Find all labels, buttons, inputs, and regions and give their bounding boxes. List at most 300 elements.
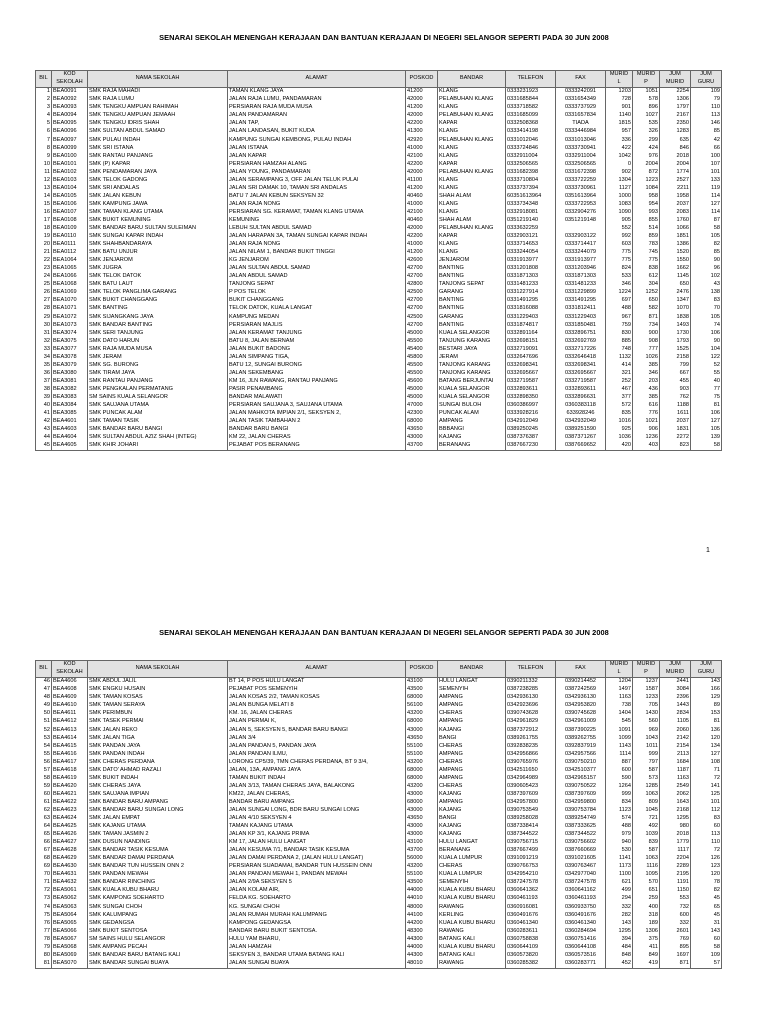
cell-fax: 0331871303 — [556, 273, 606, 281]
cell-alamat: PERSIARAN SUADAMAI, BANDAR TUN HUSSEIN ONN — [228, 863, 406, 871]
cell-jum-guru: 72 — [691, 775, 722, 783]
cell-nama: SMK BANDAR BARU SUNGAI LONG — [88, 807, 228, 815]
cell-murid-l: 484 — [606, 944, 633, 952]
cell-no: 18 — [36, 225, 52, 233]
cell-murid-p: 385 — [633, 394, 660, 402]
cell-kod: BEA3074 — [52, 329, 88, 337]
cell-alamat: JALAN KOSAS 2/2, TAMAN KOSAS — [228, 694, 406, 702]
cell-murid-p: 587 — [633, 847, 660, 855]
cell-alamat: JALAN MAHKOTA IMPIAN 2/1, SEKSYEN 2, — [228, 410, 406, 418]
cell-fax: 0331013046 — [556, 136, 606, 144]
cell-kod: BEA0095 — [52, 120, 88, 128]
cell-fax: 0387390225 — [556, 726, 606, 734]
cell-kod: BEA0101 — [52, 160, 88, 168]
cell-nama: SMK KALUMPANG — [88, 911, 228, 919]
cell-no: 16 — [36, 209, 52, 217]
cell-nama: SMK BANDAR BANTING — [88, 321, 228, 329]
cell-murid-l: 1203 — [606, 88, 633, 97]
cell-kod: BEA0111 — [52, 241, 88, 249]
cell-murid-l: 1036 — [606, 434, 633, 442]
table-row — [36, 128, 722, 136]
cell-kod: BEA4606 — [52, 678, 88, 687]
cell-nama: SMK PUNCAK ALAM — [88, 410, 228, 418]
cell-bandar: GARANG — [438, 289, 506, 297]
cell-bandar: SUNGAI BULOH — [438, 402, 506, 410]
cell-kod: BEA0094 — [52, 112, 88, 120]
cell-fax: 0360284694 — [556, 927, 606, 935]
cell-no: 79 — [36, 944, 52, 952]
cell-fax: 0342959800 — [556, 799, 606, 807]
cell-kod: BEA4624 — [52, 815, 88, 823]
cell-alamat: JALAN PANDAN MEWAH 1, PANDAN MEWAH — [228, 871, 406, 879]
cell-nama: SMK TAMAN KOSAS — [88, 694, 228, 702]
cell-no: 40 — [36, 402, 52, 410]
cell-bandar: RAWANG — [438, 903, 506, 911]
cell-bandar: AMPANG — [438, 750, 506, 758]
table-row — [36, 386, 722, 394]
cell-kod: BEA4613 — [52, 726, 88, 734]
table-row — [36, 112, 722, 120]
cell-poskod: 43000 — [406, 807, 438, 815]
table-row — [36, 887, 722, 895]
cell-jum-murid: 1191 — [660, 879, 691, 887]
cell-alamat: JALAN ABDUL SAMAD — [228, 273, 406, 281]
cell-nama: SMK BUKIT KEMUNING — [88, 217, 228, 225]
cell-jum-murid: 1117 — [660, 847, 691, 855]
table-row — [36, 694, 722, 702]
cell-bandar: KUALA KUBU BHARU — [438, 919, 506, 927]
table-row — [36, 960, 722, 969]
cell-bandar: PELABUHAN KLANG — [438, 225, 506, 233]
cell-murid-p: 259 — [633, 895, 660, 903]
cell-fax: 0342957566 — [556, 750, 606, 758]
cell-murid-l: 940 — [606, 839, 633, 847]
cell-murid-p: 777 — [633, 346, 660, 354]
cell-fax: 0342953820 — [556, 702, 606, 710]
cell-murid-p: 318 — [633, 911, 660, 919]
cell-telefon: 0333928216 — [506, 410, 556, 418]
cell-jum-murid: 903 — [660, 386, 691, 394]
cell-bandar: BERANANG — [438, 847, 506, 855]
cell-fax: 0390750210 — [556, 758, 606, 766]
cell-fax: 0342961009 — [556, 718, 606, 726]
cell-alamat: JALAN DAMAI PERDANA 2, (JALAN HULU LANGAT) — [228, 855, 406, 863]
cell-telefon: 0389261755 — [506, 734, 556, 742]
cell-kod: BEA4628 — [52, 847, 88, 855]
cell-jum-guru: 45 — [691, 895, 722, 903]
table-row — [36, 168, 722, 176]
table-row — [36, 434, 722, 442]
cell-bandar: CHERAS — [438, 742, 506, 750]
cell-kod: BEA4605 — [52, 442, 88, 451]
cell-alamat: JALAN RUMAH MURAH KALUMPANG — [228, 911, 406, 919]
cell-nama: SMK SRI ANDALAS — [88, 185, 228, 193]
cell-jum-murid: 1443 — [660, 702, 691, 710]
cell-alamat: FELDA KG. SOEHARTO — [228, 895, 406, 903]
cell-bandar: BATANG BERJUNTAI — [438, 378, 506, 386]
cell-jum-guru: 81 — [691, 718, 722, 726]
cell-nama: SMK JERAM — [88, 354, 228, 362]
cell-alamat: P POS TELOK — [228, 289, 406, 297]
cell-kod: BEA0103 — [52, 177, 88, 185]
cell-kod: BEA4614 — [52, 734, 88, 742]
cell-kod: BEA4610 — [52, 702, 88, 710]
cell-fax: 0333242091 — [556, 88, 606, 97]
cell-telefon: 0333737394 — [506, 185, 556, 193]
cell-nama: SM SAINS HULU SELANGOR — [88, 936, 228, 944]
cell-fax: 0332719587 — [556, 378, 606, 386]
cell-telefon: 0360285382 — [506, 960, 556, 969]
header-jum-murid: JUM MURID — [660, 71, 691, 88]
cell-murid-p: 906 — [633, 426, 660, 434]
cell-nama: SMK SAUJANA IMPIAN — [88, 791, 228, 799]
cell-nama: SMK JALAN REKO — [88, 726, 228, 734]
cell-kod: BEA0092 — [52, 96, 88, 104]
table-row — [36, 734, 722, 742]
cell-no: 80 — [36, 952, 52, 960]
cell-murid-p: 896 — [633, 104, 660, 112]
cell-jum-murid: 1150 — [660, 887, 691, 895]
cell-nama: SMK JALAN EMPAT — [88, 815, 228, 823]
cell-bandar: PELABUHAN KLANG — [438, 168, 506, 176]
cell-fax: 0342932049 — [556, 418, 606, 426]
cell-fax: 0332695667 — [556, 370, 606, 378]
cell-telefon: 0332695667 — [506, 370, 556, 378]
cell-jum-guru: 96 — [691, 265, 722, 273]
cell-murid-p: 705 — [633, 702, 660, 710]
table-row — [36, 855, 722, 863]
cell-kod: BEA0096 — [52, 128, 88, 136]
table-row — [36, 903, 722, 911]
cell-murid-p: 1043 — [633, 734, 660, 742]
cell-jum-murid: 2195 — [660, 871, 691, 879]
cell-murid-p: 582 — [633, 305, 660, 313]
table-row — [36, 863, 722, 871]
cell-fax: 0333244079 — [556, 249, 606, 257]
cell-bandar: AMPANG — [438, 767, 506, 775]
cell-alamat: PERSIARAN RAJA MUDA MUSA — [228, 104, 406, 112]
cell-jum-murid: 980 — [660, 823, 691, 831]
cell-bandar: BANTING — [438, 273, 506, 281]
cell-murid-p: 1430 — [633, 710, 660, 718]
cell-alamat: JALAN SIMPANG TIGA, — [228, 354, 406, 362]
cell-poskod: 43200 — [406, 863, 438, 871]
cell-murid-p: 1045 — [633, 807, 660, 815]
cell-murid-p: 573 — [633, 775, 660, 783]
cell-fax: 0387344522 — [556, 831, 606, 839]
cell-nama: SMK BANDAR BARU SULTAN SULEIMAN — [88, 225, 228, 233]
cell-kod: BEA0100 — [52, 152, 88, 160]
cell-jum-guru: 87 — [691, 217, 722, 225]
cell-telefon: 0332506565 — [506, 160, 556, 168]
cell-fax: 0333722953 — [556, 201, 606, 209]
cell-nama: SMK BANDAR DAMAI PERDANA — [88, 855, 228, 863]
cell-kod: BEA3081 — [52, 378, 88, 386]
cell-murid-p: 993 — [633, 209, 660, 217]
cell-bandar: KLANG — [438, 104, 506, 112]
cell-alamat: JALAN 3/13, TAMAN CHERAS JAYA, BALAKONG — [228, 783, 406, 791]
cell-kod: BEA1068 — [52, 281, 88, 289]
cell-telefon: 0387397609 — [506, 791, 556, 799]
cell-jum-murid: 2168 — [660, 807, 691, 815]
cell-no: 50 — [36, 710, 52, 718]
cell-fax: 0333446984 — [556, 128, 606, 136]
cell-fax: 0331657834 — [556, 112, 606, 120]
cell-bandar: SHAH ALAM — [438, 193, 506, 201]
cell-kod: BEA4625 — [52, 823, 88, 831]
cell-kod: BEA0104 — [52, 185, 88, 193]
table-row — [36, 702, 722, 710]
cell-jum-murid: 553 — [660, 895, 691, 903]
cell-murid-l: 1100 — [606, 871, 633, 879]
cell-jum-guru: 78 — [691, 879, 722, 887]
cell-alamat: KM 22, JALAN CHERAS — [228, 434, 406, 442]
cell-poskod: 43500 — [406, 686, 438, 694]
table-row — [36, 847, 722, 855]
cell-murid-l: 1224 — [606, 289, 633, 297]
cell-no: 64 — [36, 823, 52, 831]
cell-jum-guru: 60 — [691, 823, 722, 831]
cell-murid-l: 1173 — [606, 863, 633, 871]
header-murid-p: MURID P — [633, 661, 660, 678]
cell-alamat: JALAN KERAMAT TANJUNG — [228, 329, 406, 337]
cell-nama: SMK RAJA MAHADI — [88, 88, 228, 97]
cell-telefon: 0390756715 — [506, 839, 556, 847]
cell-jum-murid: 2062 — [660, 791, 691, 799]
cell-alamat: JALAN PANDAMARAN — [228, 112, 406, 120]
cell-nama: SMK SUNGAI CHOH — [88, 903, 228, 911]
cell-nama: SMK DUSUN NANDING — [88, 839, 228, 847]
cell-fax: 0360383118 — [556, 402, 606, 410]
cell-bandar: AMPANG — [438, 418, 506, 426]
cell-murid-p: 375 — [633, 936, 660, 944]
cell-murid-p: 855 — [633, 217, 660, 225]
cell-murid-p: 976 — [633, 152, 660, 160]
cell-no: 75 — [36, 911, 52, 919]
cell-nama: SMK JENJAROM — [88, 257, 228, 265]
cell-nama: SMK PENGKALAN PERMATANG — [88, 386, 228, 394]
cell-no: 38 — [36, 386, 52, 394]
cell-bandar: KAJANG — [438, 434, 506, 442]
cell-fax: 0390763467 — [556, 863, 606, 871]
cell-murid-p: 838 — [633, 265, 660, 273]
cell-poskod: 44100 — [406, 911, 438, 919]
cell-bandar: GARANG — [438, 313, 506, 321]
cell-kod: BEA4608 — [52, 686, 88, 694]
cell-poskod: 43100 — [406, 678, 438, 687]
table-row — [36, 88, 722, 97]
cell-jum-guru: 101 — [691, 168, 722, 176]
cell-jum-murid: 799 — [660, 362, 691, 370]
cell-jum-guru: 139 — [691, 434, 722, 442]
cell-murid-l: 252 — [606, 378, 633, 386]
cell-fax: 0333730941 — [556, 144, 606, 152]
cell-kod: BEA5070 — [52, 960, 88, 969]
table-row — [36, 927, 722, 935]
cell-telefon: 0331481233 — [506, 281, 556, 289]
cell-no: 31 — [36, 329, 52, 337]
cell-poskod: 68000 — [406, 799, 438, 807]
cell-telefon: 0387372912 — [506, 726, 556, 734]
cell-nama: SMK KAJANG UTAMA — [88, 823, 228, 831]
cell-kod: BEA5063 — [52, 903, 88, 911]
cell-alamat: JALAN SUNGAI BUAYA — [228, 960, 406, 969]
cell-murid-l: 728 — [606, 96, 633, 104]
table-row — [36, 767, 722, 775]
cell-fax: 0331229899 — [556, 289, 606, 297]
cell-fax: 0342965157 — [556, 775, 606, 783]
cell-telefon: 0387667499 — [506, 847, 556, 855]
cell-jum-guru: 108 — [691, 758, 722, 766]
cell-murid-p: 775 — [633, 257, 660, 265]
cell-murid-l: 282 — [606, 911, 633, 919]
cell-fax: 0389251590 — [556, 426, 606, 434]
header-bil: BIL — [36, 71, 52, 88]
cell-jum-murid: 2060 — [660, 726, 691, 734]
cell-nama: SMK SERI TANJUNG — [88, 329, 228, 337]
table-header-row — [36, 71, 722, 88]
cell-alamat: KAMPUNG SUNGAI KEMBONG, PULAU INDAH — [228, 136, 406, 144]
cell-murid-p: 809 — [633, 799, 660, 807]
cell-fax: 0392837919 — [556, 742, 606, 750]
cell-jum-murid: 332 — [660, 919, 691, 927]
cell-jum-murid: 762 — [660, 394, 691, 402]
cell-murid-l: 414 — [606, 362, 633, 370]
cell-jum-guru: 58 — [691, 225, 722, 233]
cell-fax: 0387247578 — [556, 879, 606, 887]
cell-jum-guru: 114 — [691, 209, 722, 217]
cell-alamat: JALAN ISTANA — [228, 144, 406, 152]
cell-kod: BEA5065 — [52, 919, 88, 927]
cell-murid-l: 905 — [606, 217, 633, 225]
cell-jum-murid: 2476 — [660, 289, 691, 297]
cell-fax: TIADA — [556, 120, 606, 128]
cell-jum-guru: 82 — [691, 887, 722, 895]
cell-kod: BEA0107 — [52, 209, 88, 217]
cell-alamat: KG. SUNGAI CHOH — [228, 903, 406, 911]
table-row — [36, 839, 722, 847]
cell-jum-murid: 2350 — [660, 120, 691, 128]
cell-murid-l: 603 — [606, 241, 633, 249]
cell-kod: BEA4630 — [52, 863, 88, 871]
cell-jum-guru: 89 — [691, 702, 722, 710]
cell-alamat: JALAN KESUMA 7/1, BANDAR TASIK KESUMA — [228, 847, 406, 855]
cell-jum-guru: 42 — [691, 136, 722, 144]
cell-fax: 0387333625 — [556, 823, 606, 831]
cell-telefon: 0387344522 — [506, 831, 556, 839]
cell-fax: 0360461193 — [556, 895, 606, 903]
cell-telefon: 0360916081 — [506, 903, 556, 911]
cell-bandar: PELABUHAN KLANG — [438, 112, 506, 120]
cell-nama: SMK PANDAN MEWAH — [88, 871, 228, 879]
cell-poskod: 44000 — [406, 887, 438, 895]
cell-murid-l: 775 — [606, 257, 633, 265]
cell-nama: SMK SULTAN ABDUL AZIZ SHAH (INTEG) — [88, 434, 228, 442]
cell-nama: SMK BANDAR SUNGAI BUAYA — [88, 960, 228, 969]
cell-kod: BEA4611 — [52, 710, 88, 718]
cell-no: 36 — [36, 370, 52, 378]
header-murid-l: MURID L — [606, 71, 633, 88]
cell-murid-p: 1039 — [633, 831, 660, 839]
cell-murid-l: 488 — [606, 823, 633, 831]
cell-jum-murid: 2018 — [660, 831, 691, 839]
cell-fax: 0342510377 — [556, 767, 606, 775]
cell-murid-l: 600 — [606, 767, 633, 775]
cell-no: 69 — [36, 863, 52, 871]
cell-poskod: 43000 — [406, 831, 438, 839]
cell-murid-l: 1016 — [606, 418, 633, 426]
cell-jum-murid: 2396 — [660, 694, 691, 702]
cell-no: 11 — [36, 168, 52, 176]
cell-kod: BEA3079 — [52, 362, 88, 370]
cell-bandar: TANJUNG KARANG — [438, 337, 506, 345]
cell-kod: BEA0109 — [52, 225, 88, 233]
cell-no: 53 — [36, 734, 52, 742]
cell-nama: SMK TENGKU AMPUAN RAHIMAH — [88, 104, 228, 112]
cell-nama: SMK TELOK GADONG — [88, 177, 228, 185]
cell-murid-p: 2004 — [633, 160, 660, 168]
cell-nama: SMK BUKIT INDAH — [88, 775, 228, 783]
cell-fax: 0342936130 — [556, 694, 606, 702]
cell-murid-p: 385 — [633, 362, 660, 370]
cell-poskod: 48300 — [406, 927, 438, 935]
cell-murid-l: 1815 — [606, 120, 633, 128]
cell-kod: BEA1066 — [52, 273, 88, 281]
cell-jum-guru: 81 — [691, 402, 722, 410]
cell-jum-murid: 732 — [660, 903, 691, 911]
cell-no: 77 — [36, 927, 52, 935]
cell-jum-guru: 74 — [691, 321, 722, 329]
cell-telefon: 0333714653 — [506, 241, 556, 249]
cell-murid-p: 1063 — [633, 855, 660, 863]
cell-murid-l: 1163 — [606, 694, 633, 702]
cell-jum-murid: 1283 — [660, 128, 691, 136]
cell-jum-guru: 146 — [691, 120, 722, 128]
cell-telefon: 0332891164 — [506, 329, 556, 337]
cell-kod: BEA5069 — [52, 952, 88, 960]
cell-poskod: 43650 — [406, 815, 438, 823]
table-row — [36, 710, 722, 718]
cell-jum-guru: 72 — [691, 847, 722, 855]
table-row — [36, 783, 722, 791]
cell-murid-l: 143 — [606, 919, 633, 927]
cell-nama: SMK TAMAN TASIK — [88, 418, 228, 426]
cell-alamat: KEMUNING — [228, 217, 406, 225]
cell-murid-l: 979 — [606, 831, 633, 839]
cell-alamat: JALAN HAMZAH — [228, 944, 406, 952]
cell-murid-p: 326 — [633, 128, 660, 136]
cell-murid-l: 1090 — [606, 209, 633, 217]
cell-jum-guru: 105 — [691, 233, 722, 241]
cell-jum-guru: 85 — [691, 249, 722, 257]
cell-alamat: BANDAR BARU BUKIT SENTOSA. — [228, 927, 406, 935]
cell-poskod: 44300 — [406, 936, 438, 944]
cell-jum-murid: 871 — [660, 960, 691, 969]
cell-no: 41 — [36, 410, 52, 418]
cell-poskod: 45000 — [406, 329, 438, 337]
cell-nama: SMK PENDAMARAN JAYA — [88, 168, 228, 176]
cell-poskod: 44300 — [406, 952, 438, 960]
cell-poskod: 48010 — [406, 960, 438, 969]
cell-poskod: 41000 — [406, 144, 438, 152]
page-title-2: SENARAI SEKOLAH MENENGAH KERAJAAN DAN BANTUAN KERAJAAN DI NEGERI SELANGOR SEPERTI PADA 30 JUN 2008 — [159, 628, 609, 637]
cell-no: 26 — [36, 289, 52, 297]
cell-fax: 0331850481 — [556, 321, 606, 329]
cell-murid-l: 848 — [606, 952, 633, 960]
cell-poskod: 45800 — [406, 354, 438, 362]
cell-jum-guru: 79 — [691, 96, 722, 104]
header-bil: BIL — [36, 661, 52, 678]
